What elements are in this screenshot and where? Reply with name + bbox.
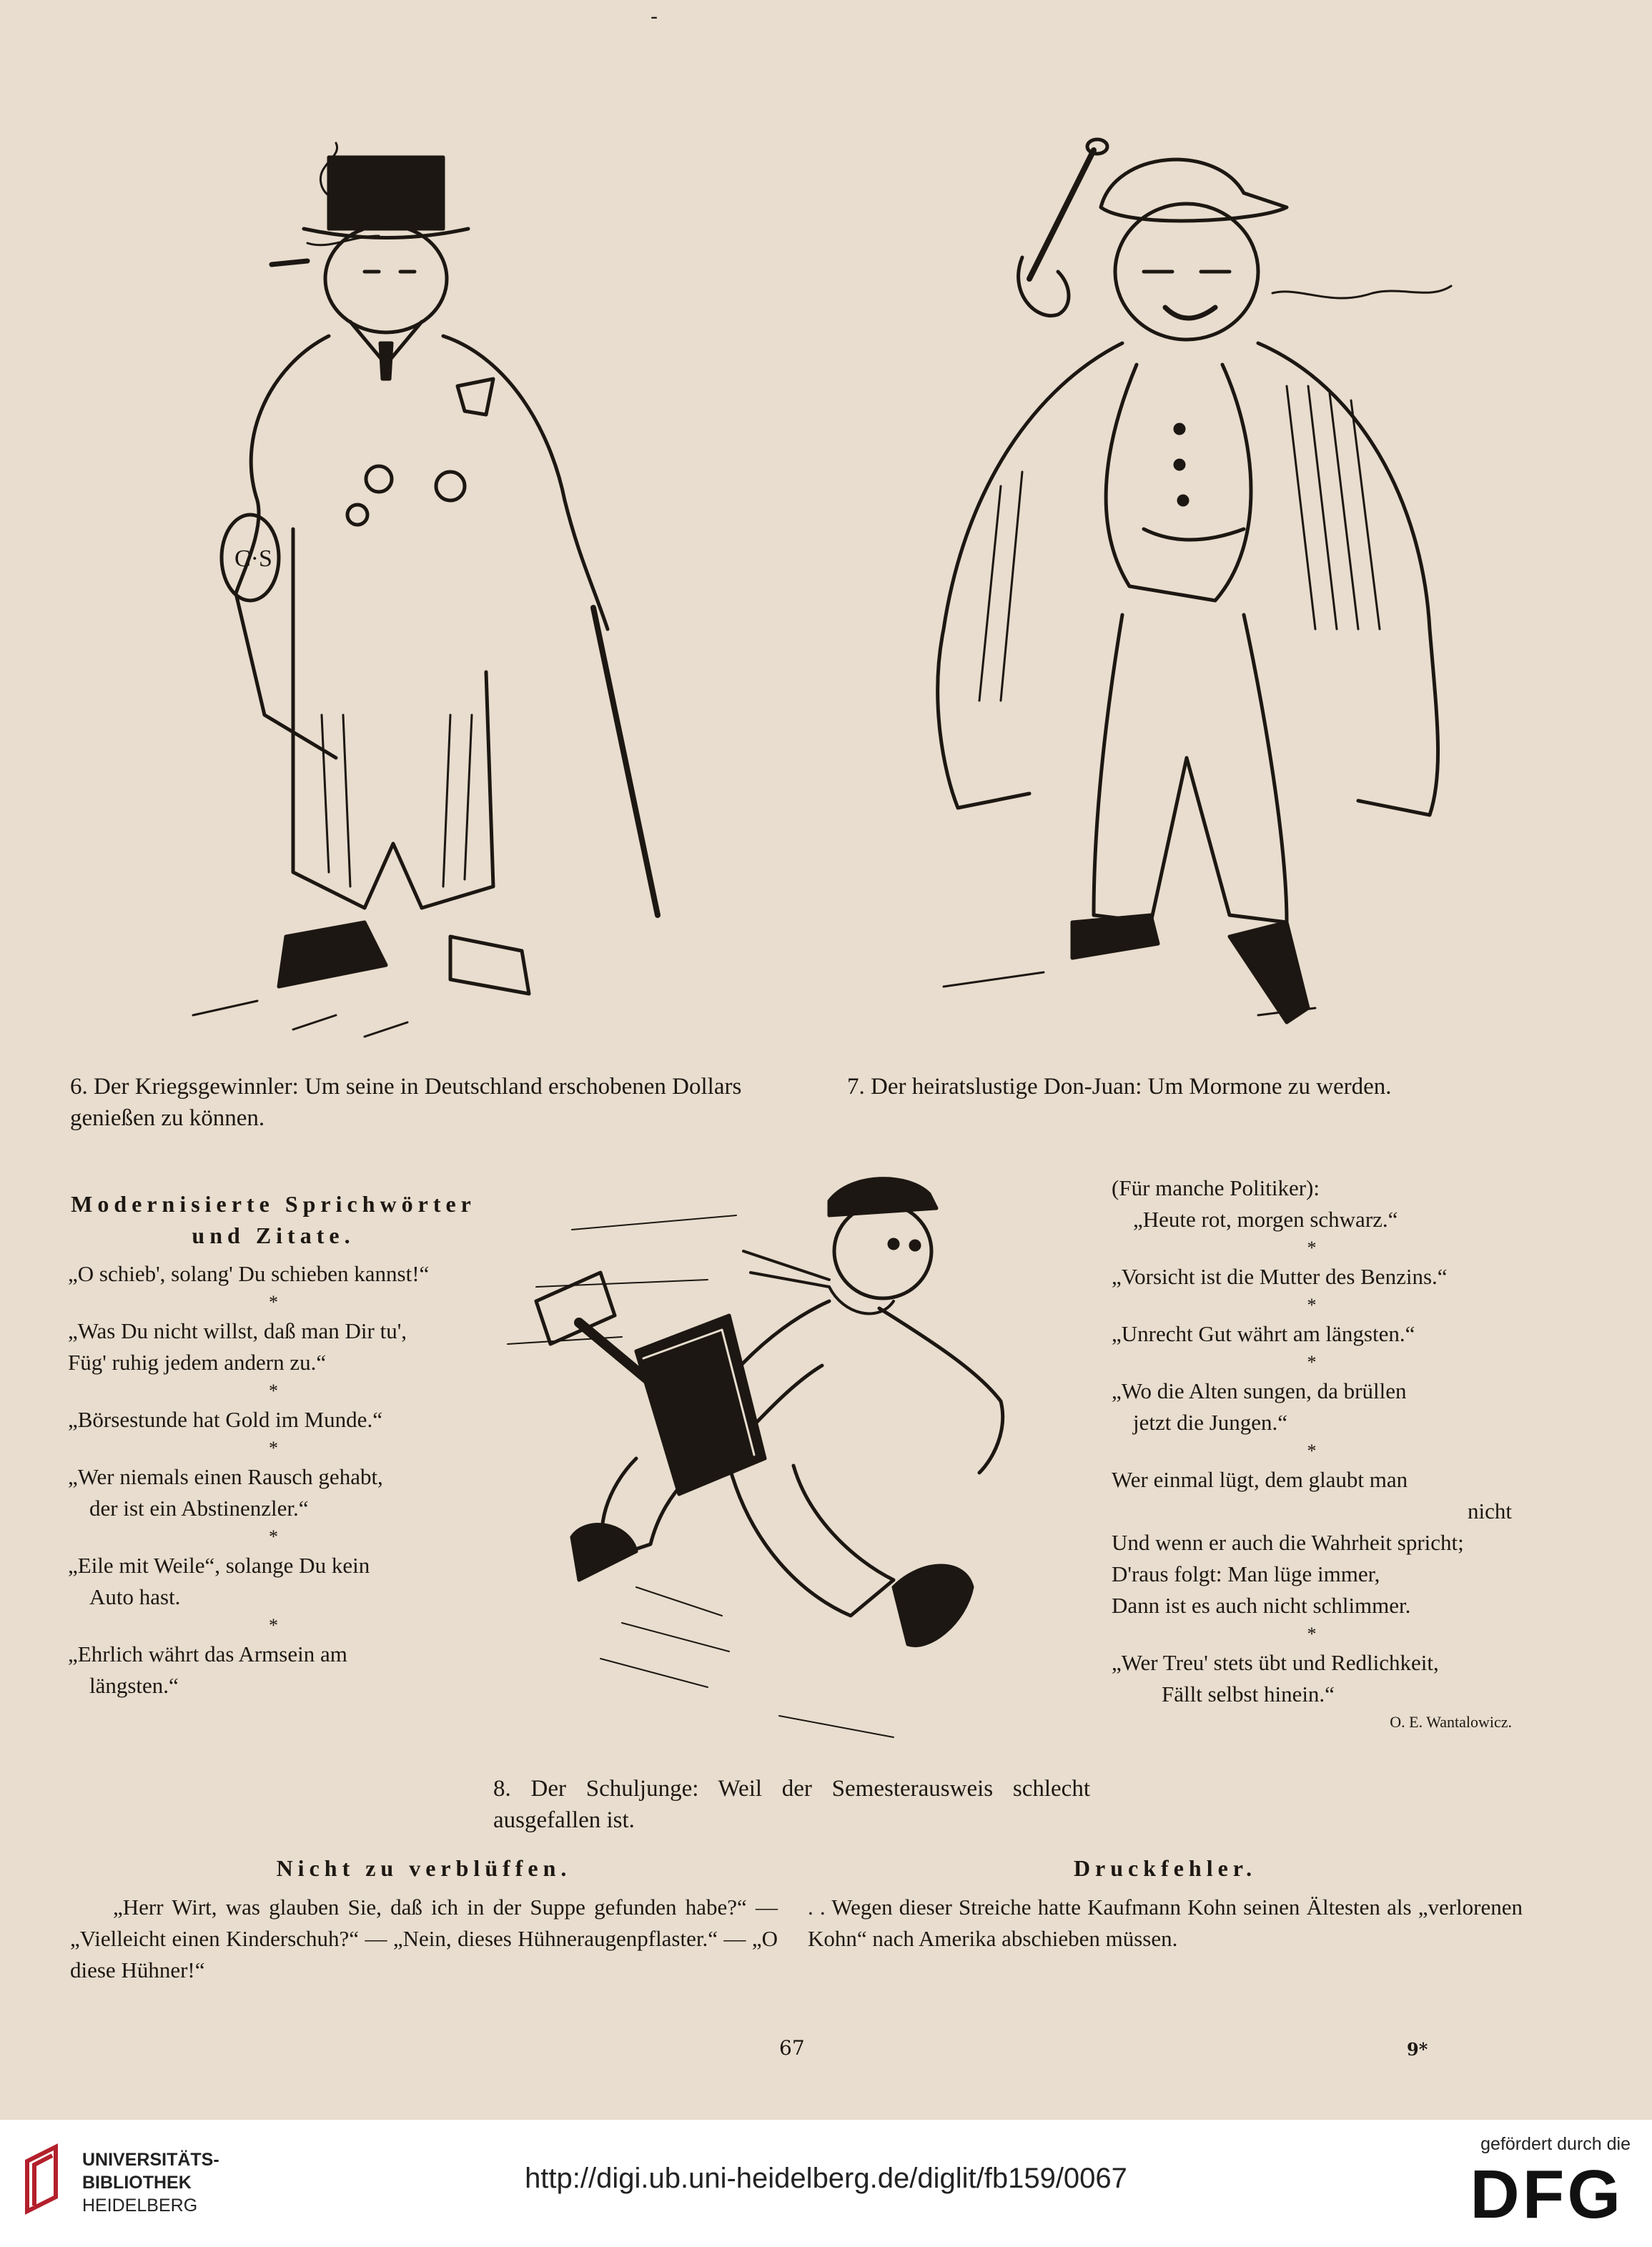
left-line-9: „Ehrlich währt das Armsein am xyxy=(68,1641,347,1666)
illustration-don-juan xyxy=(858,129,1501,1051)
right-line-1: „Heute rot, morgen schwarz.“ xyxy=(1133,1207,1398,1232)
signature-mark: 9* xyxy=(1407,2039,1428,2060)
left-line-6: der ist ein Abstinenzler.“ xyxy=(89,1496,309,1521)
left-line-10: längsten.“ xyxy=(89,1673,179,1698)
caption-7: 7. Der heiratslustige Don-Juan: Um Mormone zu werden. xyxy=(847,1074,1392,1100)
right-line-3: „Unrecht Gut währt am längsten.“ xyxy=(1112,1321,1415,1346)
left-line-1: „O schieb', solang' Du schieben kannst!“ xyxy=(68,1261,430,1286)
right-line-11: „Wer Treu' stets übt und Redlichkeit, xyxy=(1112,1650,1439,1675)
caption-8: 8. Der Schuljunge: Weil der Semesterausweis schlecht ausgefallen ist. xyxy=(493,1776,1090,1833)
star-divider: * xyxy=(1307,1624,1317,1644)
footer-bar xyxy=(0,2120,1652,2247)
page-number: 67 xyxy=(779,2036,805,2060)
dfg-logo: DFG xyxy=(1470,2156,1623,2233)
left-line-2: „Was Du nicht willst, daß man Dir tu', xyxy=(68,1318,407,1343)
illustration-schoolboy xyxy=(493,1158,1108,1759)
star-divider: * xyxy=(269,1438,278,1458)
right-line-4: „Wo die Alten sungen, da brüllen xyxy=(1112,1378,1407,1403)
star-divider: * xyxy=(1307,1238,1317,1258)
right-line-12: Fällt selbst hinein.“ xyxy=(1162,1681,1335,1707)
left-line-3: Füg' ruhig jedem andern zu.“ xyxy=(68,1350,327,1375)
star-divider: * xyxy=(1307,1441,1317,1461)
left-poem xyxy=(68,1188,479,1702)
right-poem xyxy=(1112,1172,1512,1734)
library-name-line: BIBLIOTHEK xyxy=(82,2173,192,2193)
joke2-text: . . Wegen dieser Streiche hatte Kaufmann Kohn seinen Ältesten als „verlorenen Kohn“ nach Amerika abschieben müssen. xyxy=(808,1895,1523,1951)
star-divider: * xyxy=(269,1615,278,1636)
joke1-text: „Herr Wirt, was glauben Sie, daß ich in der Suppe gefunden habe?“ — „Vielleicht einen Kinderschuh?“ — „Nein, dieses Hühneraugenpflaster.“ — „O diese Hühner!“ xyxy=(70,1895,778,1982)
library-name-line: HEIDELBERG xyxy=(82,2196,198,2216)
star-divider: * xyxy=(269,1292,278,1313)
svg-text:C·S: C·S xyxy=(234,545,272,572)
right-line-9: D'raus folgt: Man lüge immer, xyxy=(1112,1561,1380,1586)
left-line-4: „Börsestunde hat Gold im Munde.“ xyxy=(68,1407,382,1432)
joke2-title: Druckfehler. xyxy=(1073,1855,1257,1881)
joke1-title: Nicht zu verblüffen. xyxy=(276,1855,572,1881)
right-line-5: jetzt die Jungen.“ xyxy=(1133,1410,1288,1435)
right-line-10: Dann ist es auch nicht schlimmer. xyxy=(1112,1593,1411,1618)
caption-6: 6. Der Kriegsgewinnler: Um seine in Deutschland erschobenen Dollars genießen zu können. xyxy=(70,1074,742,1131)
left-poem-title: Modernisierte Sprichwörter und Zitate. xyxy=(71,1191,476,1248)
star-divider: * xyxy=(1307,1295,1317,1315)
joke-nicht-zu-verbluffen xyxy=(70,1855,778,1986)
right-line-7: nicht xyxy=(1468,1498,1512,1523)
joke-druckfehler xyxy=(808,1855,1523,1955)
star-divider: * xyxy=(1307,1352,1317,1373)
funded-by-label: gefördert durch die xyxy=(1480,2134,1631,2154)
right-line-6: Wer einmal lügt, dem glaubt man xyxy=(1112,1467,1408,1492)
source-url[interactable]: http://digi.ub.uni-heidelberg.de/diglit/fb159/0067 xyxy=(525,2163,1127,2194)
right-line-2: „Vorsicht ist die Mutter des Benzins.“ xyxy=(1112,1264,1448,1289)
left-line-7: „Eile mit Weile“, solange Du kein xyxy=(68,1553,370,1578)
right-line-8: Und wenn er auch die Wahrheit spricht; xyxy=(1112,1530,1464,1555)
right-poem-signature: O. E. Wantalowicz. xyxy=(1390,1713,1512,1731)
library-name-line: UNIVERSITÄTS- xyxy=(82,2150,219,2170)
star-divider: * xyxy=(269,1526,278,1547)
left-line-8: Auto hast. xyxy=(89,1584,181,1609)
top-mark: - xyxy=(651,4,658,29)
star-divider: * xyxy=(269,1381,278,1401)
right-intro: (Für manche Politiker): xyxy=(1112,1175,1320,1200)
illustration-war-profiteer xyxy=(150,129,693,1058)
left-line-5: „Wer niemals einen Rausch gehabt, xyxy=(68,1464,383,1489)
